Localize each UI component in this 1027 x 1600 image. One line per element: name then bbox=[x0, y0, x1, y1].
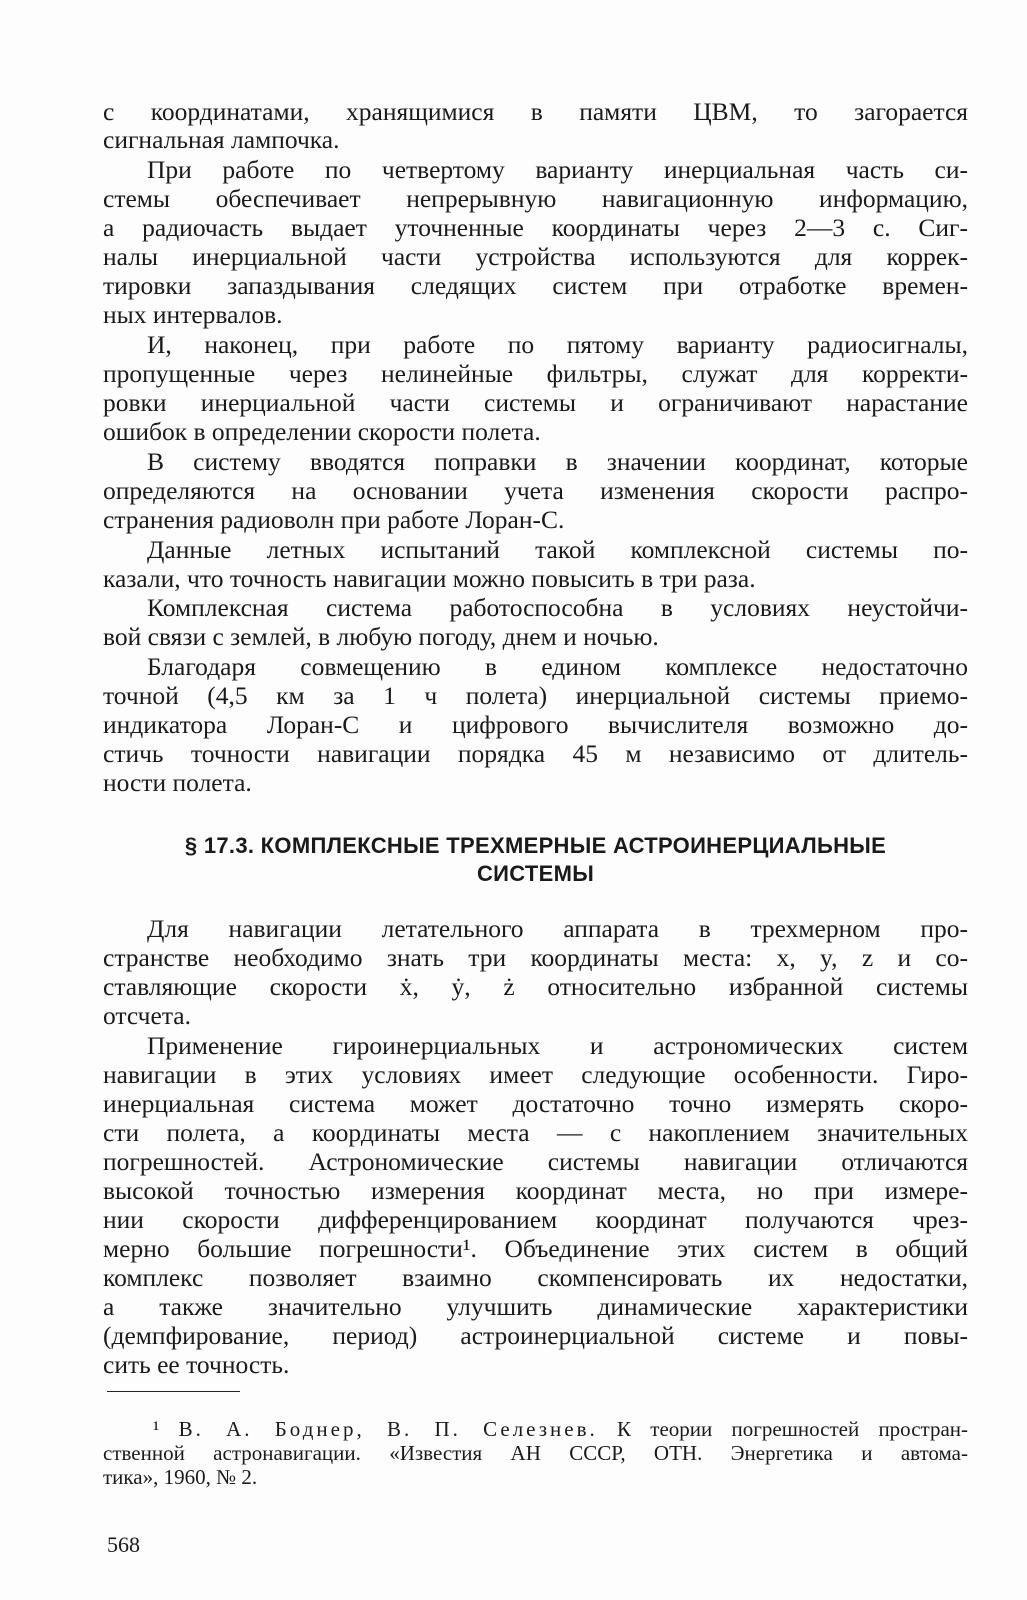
text-line: И, наконец, при работе по пятому варианту радиосигналы, bbox=[147, 330, 968, 359]
text-line: ошибок в определении скорости полета. bbox=[103, 417, 541, 446]
text-line: комплекс позволяет взаимно скомпенсировать их недостатки, bbox=[103, 1263, 968, 1292]
text-line: казали, что точность навигации можно повысить в три раза. bbox=[103, 564, 756, 593]
text-line: навигации в этих условиях имеет следующие особенности. Гиро- bbox=[103, 1060, 968, 1089]
text-line: В систему вводятся поправки в значении координат, которые bbox=[147, 447, 968, 476]
text-line: погрешностей. Астрономические системы навигации отличаются bbox=[103, 1147, 968, 1176]
text-line: стичь точности навигации порядка 45 м независимо от длитель- bbox=[103, 739, 968, 768]
text-line: сить ее точность. bbox=[103, 1350, 290, 1379]
text-line: ставляющие скорости ẋ, ẏ, ż относительно избранной системы bbox=[103, 972, 968, 1001]
section-heading-line-1: § 17.3. КОМПЛЕКСНЫЕ ТРЕХМЕРНЫЕ АСТРОИНЕРЦИАЛЬНЫЕ bbox=[184, 833, 887, 858]
text-line: Данные летных испытаний такой комплексной системы по- bbox=[147, 535, 968, 564]
text-line: налы инерциальной части устройства используются для коррек- bbox=[103, 242, 968, 271]
text-line: Применение гироинерциальных и астрономических систем bbox=[147, 1031, 968, 1060]
footnote-line-3: тика», 1960, № 2. bbox=[103, 1465, 258, 1489]
footnote-line-2: ственной астронавигации. «Известия АН СССР, ОТН. Энергетика и автома- bbox=[103, 1441, 968, 1465]
footnote-text: К теории погрешностей простран- bbox=[617, 1417, 969, 1441]
text-line: а радиочасть выдает уточненные координаты через 2—3 с. Сиг- bbox=[103, 213, 968, 242]
text-line: (демпфирование, период) астроинерциальной системе и повы- bbox=[103, 1321, 968, 1350]
text-line: странения радиоволн при работе Лоран-С. bbox=[103, 505, 565, 534]
text-line: точной (4,5 км за 1 ч полета) инерциальной системы приемо- bbox=[103, 681, 968, 710]
text-line: индикатора Лоран-С и цифрового вычислителя возможно до- bbox=[103, 710, 968, 739]
text-line: Для навигации летательного аппарата в трехмерном про- bbox=[147, 914, 968, 943]
text-line: тировки запаздывания следящих систем при отработке времен- bbox=[103, 271, 968, 300]
text-line: вой связи с землей, в любую погоду, днем и ночью. bbox=[103, 622, 659, 651]
text-line: ности полета. bbox=[103, 768, 252, 797]
section-heading-line-2: СИСТЕМЫ bbox=[476, 861, 595, 886]
text-line: нии скорости дифференцированием координат получаются чрез- bbox=[103, 1205, 968, 1234]
text-line: стемы обеспечивает непрерывную навигационную информацию, bbox=[103, 184, 968, 213]
text-line: инерциальная система может достаточно точно измерять скоро- bbox=[103, 1089, 968, 1118]
text-line: ных интервалов. bbox=[103, 300, 283, 329]
footnote-line-1 bbox=[153, 1417, 968, 1441]
text-line: сигнальная лампочка. bbox=[103, 125, 340, 154]
text-line: а также значительно улучшить динамические характеристики bbox=[103, 1292, 968, 1321]
footnote-marker: ¹ bbox=[153, 1417, 160, 1441]
text-line: определяются на основании учета изменения скорости распро- bbox=[103, 476, 968, 505]
text-line: Комплексная система работоспособна в условиях неустойчи- bbox=[147, 593, 968, 622]
text-line: При работе по четвертому варианту инерциальная часть си- bbox=[147, 155, 968, 184]
text-line: ровки инерциальной части системы и ограничивают нарастание bbox=[103, 388, 968, 417]
footnote-separator bbox=[107, 1391, 240, 1392]
text-line: Благодаря совмещению в едином комплексе недостаточно bbox=[147, 652, 968, 681]
text-line: отсчета. bbox=[103, 1001, 191, 1030]
text-line: пропущенные через нелинейные фильтры, служат для корректи- bbox=[103, 359, 968, 388]
page-number: 568 bbox=[107, 1532, 140, 1557]
text-line: высокой точностью измерения координат места, но при измере- bbox=[103, 1176, 968, 1205]
text-line: сти полета, а координаты места — с накоплением значительных bbox=[103, 1118, 968, 1147]
text-line: с координатами, хранящимися в памяти ЦВМ, то загорается bbox=[103, 97, 968, 126]
text-line: мерно большие погрешности¹. Объединение этих систем в общий bbox=[103, 1234, 968, 1263]
footnote-authors: В. А. Боднер, В. П. Селезнев. bbox=[178, 1417, 598, 1441]
text-line: странстве необходимо знать три координаты места: x, y, z и со- bbox=[103, 943, 968, 972]
